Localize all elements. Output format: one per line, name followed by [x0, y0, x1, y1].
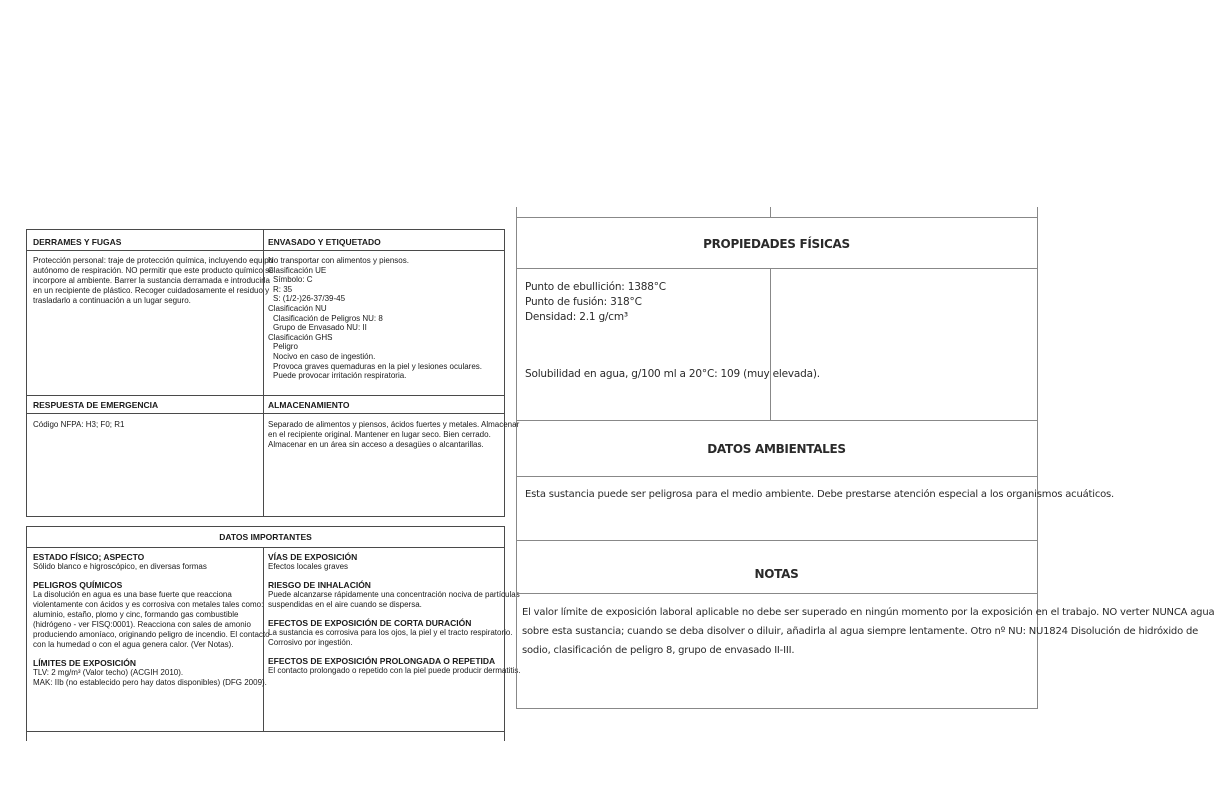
ambientales-text: Esta sustancia puede ser peligrosa para el medio ambiente. Debe prestarse atención especial a los organismos acuáticos. [525, 489, 1115, 500]
vias-line: Efectos locales graves [268, 562, 349, 571]
almacenamiento-line: en el recipiente original. Mantener en lugar seco. Bien cerrado. [268, 430, 491, 439]
prolongada-heading: EFECTOS DE EXPOSICIÓN PROLONGADA O REPETIDA [268, 656, 496, 666]
peligros-line: con la humedad o con el agua genera calor. (Ver Notas). [33, 640, 234, 649]
limites-heading: LÍMITES DE EXPOSICIÓN [33, 658, 136, 668]
envasado-line: Clasificación UE [268, 265, 327, 275]
almacenamiento-line: Almacenar en un área sin acceso a desagües o alcantarillas. [268, 440, 484, 449]
peligros-line: La disolución en agua es una base fuerte que reacciona [33, 590, 232, 599]
propiedad-line: Punto de ebullición: 1388°C [525, 281, 666, 293]
derrames-heading: DERRAMES Y FUGAS [33, 237, 122, 247]
notas-text [522, 603, 1214, 660]
envasado-line: No transportar con alimentos y piensos. [268, 256, 409, 265]
inhalacion-line: suspendidas en el aire cuando se dispersa. [268, 600, 422, 609]
envasado-line: Nocivo en caso de ingestión. [273, 351, 376, 361]
left-bottom-col-divider [263, 547, 264, 731]
prolongada-line: El contacto prolongado o repetido con la piel puede producir dermatitis. [268, 666, 521, 675]
corta-line: La sustancia es corrosiva para los ojos, la piel y el tracto respiratorio. [268, 628, 513, 637]
envasado-heading: ENVASADO Y ETIQUETADO [268, 237, 381, 247]
ambientales-top-divider [516, 420, 1037, 421]
peligros-line: aluminio, estaño, plomo y cinc, formando gas combustible [33, 610, 239, 619]
solubilidad-text: Solubilidad en agua, g/100 ml a 20°C: 109 (muy elevada). [525, 368, 820, 380]
ambientales-divider [516, 476, 1037, 477]
peligros-heading: PELIGROS QUÍMICOS [33, 580, 123, 590]
notas-line: sodio, clasificación de peligro 8, grupo de envasado II-III. [522, 645, 795, 656]
propiedades-heading: PROPIEDADES FÍSICAS [703, 237, 850, 251]
notas-divider [516, 593, 1037, 594]
derrames-line: incorpore al ambiente. Barrer la sustancia derramada e introducirla [33, 276, 271, 285]
respuesta-line: Código NFPA: H3; F0; R1 [33, 420, 125, 429]
left-top-mid-divider [26, 395, 505, 396]
corta-line: Corrosivo por ingestión. [268, 638, 353, 647]
derrames-line: Protección personal: traje de protección química, incluyendo equipo [33, 256, 274, 265]
estado-heading: ESTADO FÍSICO; ASPECTO [33, 552, 145, 562]
propiedades-divider [516, 268, 1037, 269]
envasado-line: Puede provocar irritación respiratoria. [273, 371, 407, 381]
notas-heading: NOTAS [754, 567, 799, 581]
datos-importantes-divider [26, 547, 505, 548]
envasado-line: Provoca graves quemaduras en la piel y lesiones oculares. [273, 361, 483, 371]
respuesta-heading: RESPUESTA DE EMERGENCIA [33, 400, 159, 410]
almacenamiento-text [268, 420, 519, 450]
left-bottom-foot-divider [26, 731, 505, 732]
estado-line: Sólido blanco e higroscópico, en diversas formas [33, 562, 207, 571]
propiedad-line: Densidad: 2.1 g/cm³ [525, 311, 628, 323]
envasado-line: Símbolo: C [273, 275, 313, 285]
envasado-text [268, 256, 504, 381]
envasado-line: S: (1/2-)26-37/39-45 [273, 294, 346, 304]
almacenamiento-line: Separado de alimentos y piensos, ácidos fuertes y metales. Almacenar [268, 420, 520, 429]
right-top-line [516, 217, 1037, 218]
limites-line: MAK: IIb (no establecido pero hay datos disponibles) (DFG 2009). [33, 678, 267, 687]
right-bottom-line [516, 708, 1037, 709]
derrames-line: en un recipiente de plástico. Recoger cuidadosamente el residuo y [33, 286, 270, 295]
left-top-header2-divider [26, 413, 505, 414]
envasado-line: Clasificación de Peligros NU: 8 [273, 313, 383, 323]
corta-heading: EFECTOS DE EXPOSICIÓN DE CORTA DURACIÓN [268, 618, 472, 628]
envasado-line: R: 35 [273, 284, 293, 294]
ambientales-heading: DATOS AMBIENTALES [707, 442, 846, 456]
propiedad-line: Punto de fusión: 318°C [525, 296, 642, 308]
limites-line: TLV: 2 mg/m³ (Valor techo) (ACGIH 2010). [33, 668, 184, 677]
envasado-line: Grupo de Envasado NU: II [273, 323, 367, 333]
datos-left-col [33, 552, 270, 688]
almacenamiento-heading: ALMACENAMIENTO [268, 400, 350, 410]
inhalacion-line: Puede alcanzarse rápidamente una concentración nociva de partículas [268, 590, 520, 599]
envasado-line: Clasificación GHS [268, 332, 333, 342]
right-top-stub [770, 207, 771, 217]
left-top-header-divider [26, 250, 505, 251]
propiedades-col-divider [770, 268, 771, 420]
propiedades-text [525, 280, 666, 325]
vias-heading: VÍAS DE EXPOSICIÓN [268, 552, 358, 562]
derrames-line: trasladarlo a continuación a un lugar seguro. [33, 296, 191, 305]
inhalacion-heading: RIESGO DE INHALACIÓN [268, 580, 371, 590]
peligros-line: violentamente con ácidos y es corrosiva con metales tales como: [33, 600, 264, 609]
respuesta-text [33, 420, 124, 430]
derrames-line: autónomo de respiración. NO permitir que este producto químico se [33, 266, 274, 275]
notas-top-divider [516, 540, 1037, 541]
notas-line: sobre esta sustancia; cuando se deba disolver o diluir, añadirla al agua siempre lentamente. Otro nº NU: NU1824 Disolución de hidróxido de [522, 626, 1199, 637]
peligros-line: produciendo amoníaco, originando peligro de incendio. El contacto [33, 630, 270, 639]
datos-importantes-title: DATOS IMPORTANTES [219, 532, 312, 542]
envasado-line: Peligro [273, 342, 298, 352]
derrames-text [33, 256, 274, 306]
right-panel-left-edge [516, 207, 517, 709]
notas-line: El valor límite de exposición laboral aplicable no debe ser superado en ningún momento por la exposición en el trabajo. NO verter NUNCA agua [522, 607, 1214, 618]
datos-right-col [268, 552, 521, 676]
envasado-line: Clasificación NU [268, 303, 327, 313]
peligros-line: (hidrógeno - ver FISQ:0001). Reacciona con sales de amonio [33, 620, 251, 629]
